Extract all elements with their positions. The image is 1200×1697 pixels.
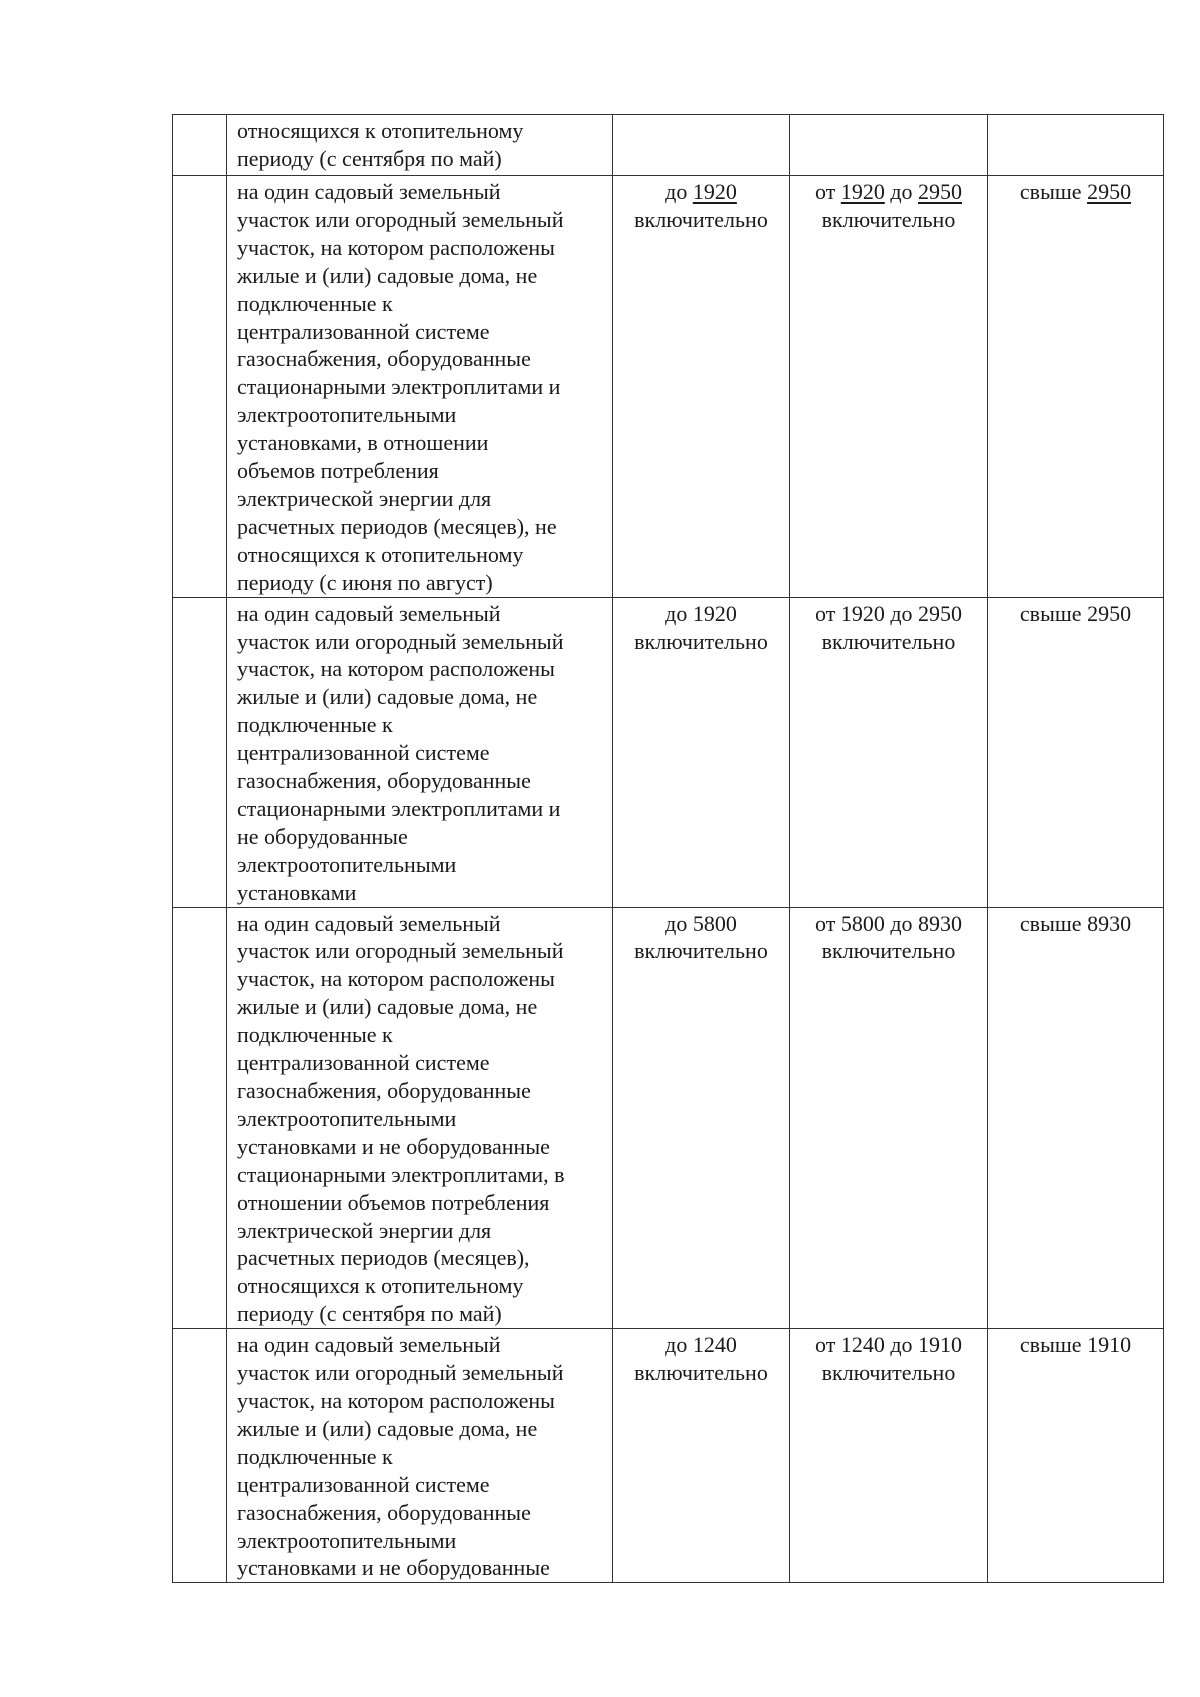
description-line: участок, на котором расположены — [237, 234, 555, 260]
tariff-table — [172, 114, 1164, 1583]
threshold-low-line — [613, 910, 789, 938]
threshold-prefix: до — [665, 910, 688, 936]
description-cell — [227, 597, 613, 907]
description-line: газоснабжения, оборудованные — [237, 346, 531, 372]
description-line: участок, на котором расположены — [237, 966, 555, 992]
threshold-mid-cell — [790, 1329, 988, 1583]
threshold-mid-cell — [790, 907, 988, 1329]
description-line: расчетных периодов (месяцев), не — [237, 513, 557, 539]
document-page — [172, 114, 1163, 1583]
threshold-to-word: до — [890, 910, 913, 936]
threshold-low-cell — [613, 597, 790, 907]
threshold-to-value: 8930 — [918, 910, 963, 936]
description-line: периоду (с сентября по май) — [237, 145, 502, 171]
description-line: участок или огородный земельный — [237, 206, 564, 232]
threshold-value: 1910 — [1087, 1332, 1132, 1358]
threshold-from-word: от — [814, 910, 836, 936]
description-line: электроотопительными — [237, 402, 457, 428]
threshold-to-word: до — [890, 1332, 913, 1358]
description-line: электроотопительными — [237, 1527, 457, 1553]
description-line: периоду (с июня по август) — [237, 569, 493, 595]
threshold-to-value: 1910 — [918, 1332, 963, 1358]
description-line: стационарными электроплитами, в — [237, 1161, 565, 1187]
description-line: участок или огородный земельный — [237, 1360, 564, 1386]
threshold-prefix: свыше — [1019, 179, 1082, 204]
row-number-cell — [173, 597, 227, 907]
threshold-from-value: 5800 — [840, 910, 885, 936]
description-line: установками и не оборудованные — [237, 1555, 550, 1581]
description-line: на один садовый земельный — [237, 179, 501, 204]
threshold-suffix: включительно — [634, 206, 768, 232]
description-line: жилые и (или) садовые дома, не — [237, 1415, 538, 1441]
threshold-low-cell — [613, 176, 790, 598]
threshold-prefix: свыше — [1019, 1332, 1082, 1358]
threshold-value: 2950 — [1087, 179, 1132, 204]
description-cell — [227, 115, 613, 176]
description-line: установками и не оборудованные — [237, 1133, 550, 1159]
description-cell — [227, 176, 613, 598]
threshold-high-cell — [988, 597, 1164, 907]
description-line: электрической энергии для — [237, 485, 492, 511]
threshold-suffix: включительно — [634, 1360, 768, 1386]
table-row — [173, 1329, 1164, 1583]
threshold-to-value: 2950 — [918, 179, 963, 204]
description-line: объемов потребления — [237, 458, 439, 484]
threshold-value: 1920 — [692, 179, 737, 204]
description-line: жилые и (или) садовые дома, не — [237, 262, 538, 288]
description-line: газоснабжения, оборудованные — [237, 1499, 531, 1525]
threshold-from-word: от — [814, 1332, 836, 1358]
description-line: установками, в отношении — [237, 430, 489, 456]
table-row — [173, 176, 1164, 598]
threshold-from-value: 1920 — [840, 179, 885, 204]
threshold-high-cell — [988, 115, 1164, 176]
threshold-high-cell — [988, 1329, 1164, 1583]
description-line: участок, на котором расположены — [237, 656, 555, 682]
description-line: на один садовый земельный — [237, 600, 501, 626]
description-line: участок или огородный земельный — [237, 628, 564, 654]
row-number-cell — [173, 907, 227, 1329]
threshold-low-line — [613, 600, 789, 628]
description-line: участок, на котором расположены — [237, 1387, 555, 1413]
description-line: электроотопительными — [237, 1105, 457, 1131]
threshold-prefix: свыше — [1019, 910, 1082, 936]
threshold-prefix: до — [665, 179, 688, 204]
threshold-low-cell — [613, 907, 790, 1329]
description-line: относящихся к отопительному — [237, 1273, 524, 1299]
table-row — [173, 597, 1164, 907]
threshold-prefix: до — [665, 1332, 688, 1358]
description-line: подключенные к — [237, 712, 393, 738]
description-line: жилые и (или) садовые дома, не — [237, 684, 538, 710]
threshold-value: 8930 — [1087, 910, 1132, 936]
description-cell — [227, 1329, 613, 1583]
description-line: не оборудованные — [237, 823, 408, 849]
description-line: жилые и (или) садовые дома, не — [237, 994, 538, 1020]
description-line: установками — [237, 879, 357, 905]
threshold-value: 2950 — [1087, 600, 1132, 626]
description-line: на один садовый земельный — [237, 910, 501, 936]
table-row — [173, 907, 1164, 1329]
threshold-mid-line — [790, 178, 987, 206]
threshold-high-line — [988, 600, 1163, 628]
threshold-low-line — [613, 1331, 789, 1359]
description-line: подключенные к — [237, 290, 393, 316]
threshold-low-cell — [613, 1329, 790, 1583]
row-number-cell — [173, 1329, 227, 1583]
threshold-value: 5800 — [692, 910, 737, 936]
description-line: стационарными электроплитами и — [237, 374, 561, 400]
row-number-cell — [173, 115, 227, 176]
threshold-mid-line — [790, 910, 987, 938]
threshold-mid-cell — [790, 176, 988, 598]
threshold-high-cell — [988, 176, 1164, 598]
description-line: участок или огородный земельный — [237, 938, 564, 964]
row-number-cell — [173, 176, 227, 598]
threshold-high-cell — [988, 907, 1164, 1329]
description-line: электрической энергии для — [237, 1217, 492, 1243]
threshold-from-value: 1240 — [840, 1332, 885, 1358]
description-line: централизованной системе — [237, 1471, 490, 1497]
threshold-to-word: до — [890, 600, 913, 626]
description-line: газоснабжения, оборудованные — [237, 768, 531, 794]
description-line: относящихся к отопительному — [237, 541, 524, 567]
threshold-suffix: включительно — [821, 628, 956, 654]
description-line: периоду (с сентября по май) — [237, 1301, 502, 1327]
threshold-high-line — [988, 1331, 1163, 1359]
threshold-prefix: до — [665, 600, 688, 626]
threshold-value: 1920 — [692, 600, 737, 626]
description-line: подключенные к — [237, 1022, 393, 1048]
threshold-high-line — [988, 178, 1163, 206]
threshold-mid-cell — [790, 597, 988, 907]
threshold-from-value: 1920 — [840, 600, 885, 626]
table-row — [173, 115, 1164, 176]
threshold-to-value: 2950 — [918, 600, 963, 626]
description-line: на один садовый земельный — [237, 1332, 501, 1358]
threshold-low-line — [613, 178, 789, 206]
threshold-value: 1240 — [692, 1332, 737, 1358]
threshold-suffix: включительно — [821, 206, 956, 232]
threshold-suffix: включительно — [821, 938, 956, 964]
description-line: отношении объемов потребления — [237, 1189, 550, 1215]
description-line: газоснабжения, оборудованные — [237, 1078, 531, 1103]
threshold-low-cell — [613, 115, 790, 176]
description-line: стационарными электроплитами и — [237, 795, 561, 821]
description-cell — [227, 907, 613, 1329]
threshold-high-line — [988, 910, 1163, 938]
threshold-suffix: включительно — [821, 1360, 956, 1386]
threshold-mid-cell — [790, 115, 988, 176]
threshold-mid-line — [790, 600, 987, 628]
description-line: подключенные к — [237, 1443, 393, 1469]
threshold-suffix: включительно — [634, 938, 768, 964]
description-line: расчетных периодов (месяцев), — [237, 1245, 530, 1271]
table-body — [173, 115, 1164, 1583]
description-line: централизованной системе — [237, 1050, 490, 1076]
description-line: централизованной системе — [237, 740, 490, 766]
threshold-from-word: от — [814, 600, 836, 626]
description-line: электроотопительными — [237, 851, 457, 877]
threshold-prefix: свыше — [1019, 600, 1082, 626]
threshold-mid-line — [790, 1331, 987, 1359]
threshold-to-word: до — [890, 179, 913, 204]
threshold-from-word: от — [814, 179, 836, 204]
threshold-suffix: включительно — [634, 628, 768, 654]
description-line: централизованной системе — [237, 318, 490, 344]
description-line: относящихся к отопительному — [237, 118, 524, 143]
